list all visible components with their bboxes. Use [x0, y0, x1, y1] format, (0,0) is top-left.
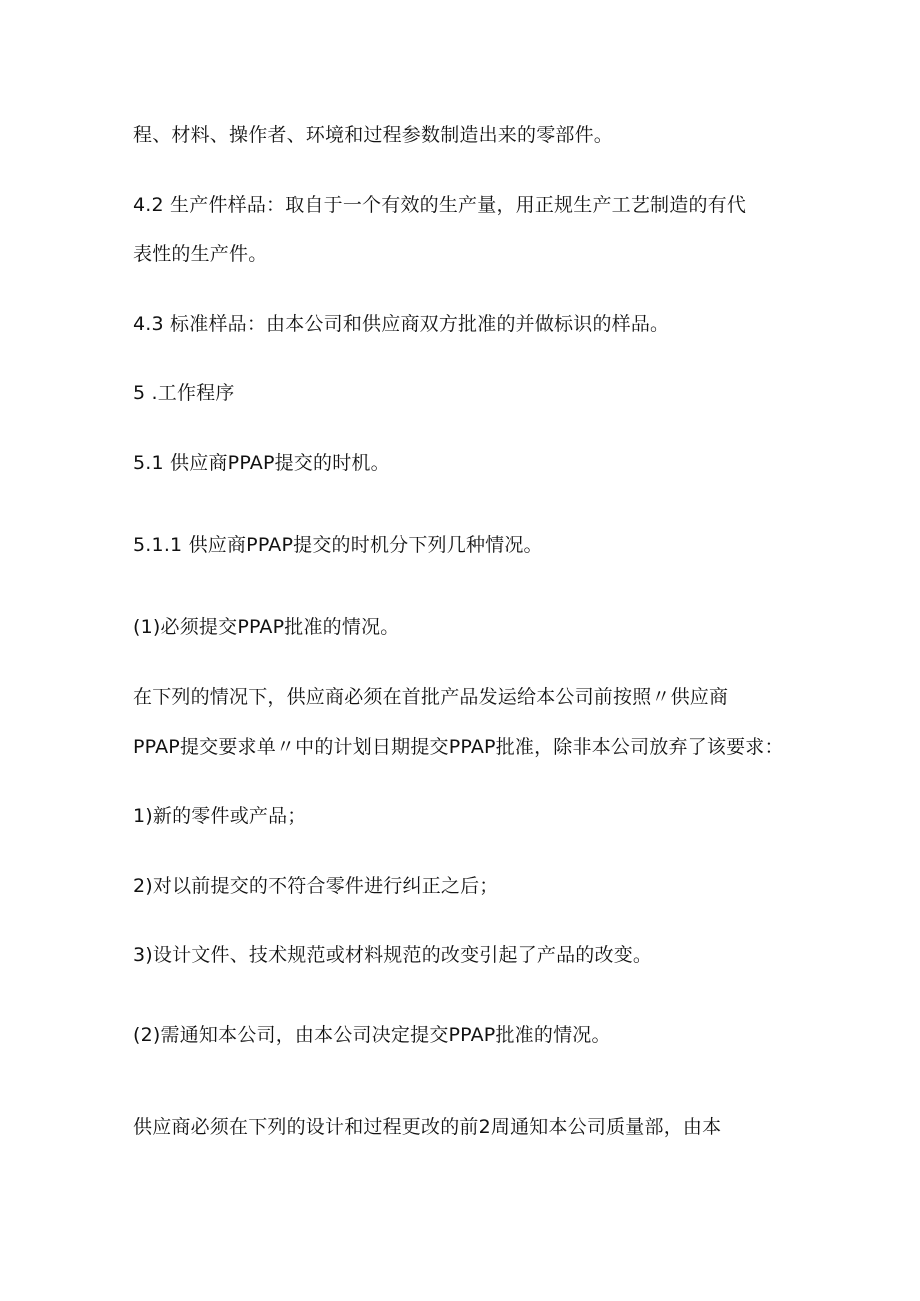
paragraph-required-submission-continued: PPAP提交要求单〃中的计划日期提交PPAP批准，除非本公司放弃了该要求：	[133, 736, 784, 758]
paragraph-notify-quality-dept: 供应商必须在下列的设计和过程更改的前2周通知本公司质量部，由本	[133, 1116, 722, 1138]
clause-5-1-heading: 5.1 供应商PPAP提交的时机。	[133, 452, 390, 474]
item-2-notify-company: (2)需通知本公司，由本公司决定提交PPAP批准的情况。	[133, 1024, 611, 1046]
section-5-heading: 5 .工作程序	[133, 382, 235, 404]
clause-4-3-standard-sample: 4.3 标准样品：由本公司和供应商双方批准的并做标识的样品。	[133, 313, 670, 335]
item-1-required-submission: (1)必须提交PPAP批准的情况。	[133, 616, 400, 638]
clause-5-1-1-heading: 5.1.1 供应商PPAP提交的时机分下列几种情况。	[133, 534, 543, 556]
list-item-new-part: 1)新的零件或产品；	[133, 805, 307, 827]
clause-4-2-production-sample: 4.2 生产件样品：取自于一个有效的生产量，用正规生产工艺制造的有代	[133, 194, 747, 216]
list-item-correction: 2)对以前提交的不符合零件进行纠正之后；	[133, 875, 499, 897]
list-item-design-change: 3)设计文件、技术规范或材料规范的改变引起了产品的改变。	[133, 944, 653, 966]
clause-4-2-continued: 表性的生产件。	[133, 243, 268, 265]
paragraph-required-submission: 在下列的情况下，供应商必须在首批产品发运给本公司前按照〃供应商	[133, 686, 729, 708]
text-line-process-materials: 程、材料、操作者、环境和过程参数制造出来的零部件。	[133, 124, 614, 146]
